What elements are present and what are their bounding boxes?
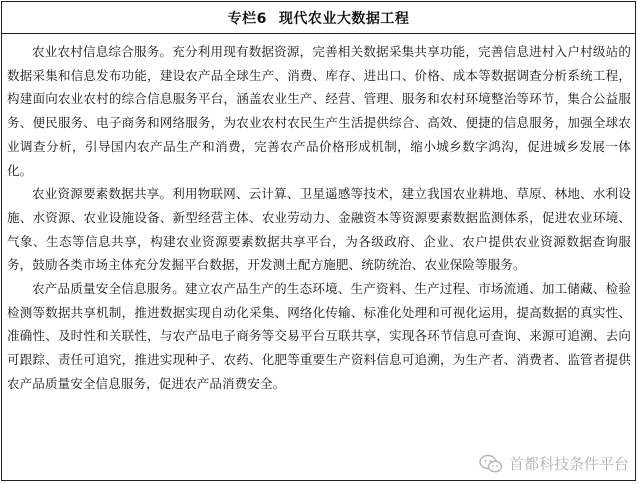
paragraph-resource-data-sharing: 农业资源要素数据共享。利用物联网、云计算、卫星遥感等技术，建立我国农业耕地、草原、林地、水利设施、水资源、农业设施设备、新型经营主体、农业劳动力、金融资本等资源要素数据监测体系，促进农业环境、气象、生态等信息共享，构建农业资源要素数据共享平台，为各级政府、企业、农户提供农业资源数据查询服务，鼓励各类市场主体充分发掘平台数据，开发测土配方施肥、统防统治、农业保险等服务。 — [7, 186, 631, 273]
column-title — [2, 2, 635, 34]
wechat-icon — [479, 454, 503, 474]
column-heading: 现代农业大数据工程 — [278, 10, 410, 27]
watermark — [475, 453, 631, 474]
column-label: 专栏6 — [227, 10, 267, 27]
paragraph-agri-info-service: 农业农村信息综合服务。充分利用现有数据资源，完善相关数据采集共享功能，完善信息进村入户村级站的数据采集和信息发布功能，建设农产品全球生产、消费、库存、进出口、价格、成本等数据调查分析系统工程，构建面向农业农村的综合信息服务平台，涵盖农业生产、经营、管理、服务和农村环境整治等环节，集合公益服务、便民服务、电子商务和网络服务，为农业农村农民生产生活提供综合、高效、便捷的信息服务，加强全球农业调查分析，引导国内农产品生产和消费，完善农产品价格形成机制，缩小城乡数字鸿沟，促进城乡发展一体化。 — [7, 44, 631, 178]
column-content — [2, 34, 635, 396]
watermark-text: 首都科技条件平台 — [508, 455, 629, 473]
paragraph-quality-safety-service: 农产品质量安全信息服务。建立农产品生产的生态环境、生产资料、生产过程、市场流通、加工储藏、检验检测等数据共享机制，推进数据实现自动化采集、网络化传输、标准化处理和可视化运用，提高数据的真实性、准确性、及时性和关联性，与农产品电子商务等交易平台互联共享，实现各环节信息可查询、来源可追溯、去向可跟踪、责任可追究，推进实现种子、农药、化肥等重要生产资料信息可追溯，为生产者、消费者、监管者提供农产品质量安全信息服务，促进农产品消费安全。 — [7, 281, 631, 391]
column-box — [1, 1, 636, 481]
